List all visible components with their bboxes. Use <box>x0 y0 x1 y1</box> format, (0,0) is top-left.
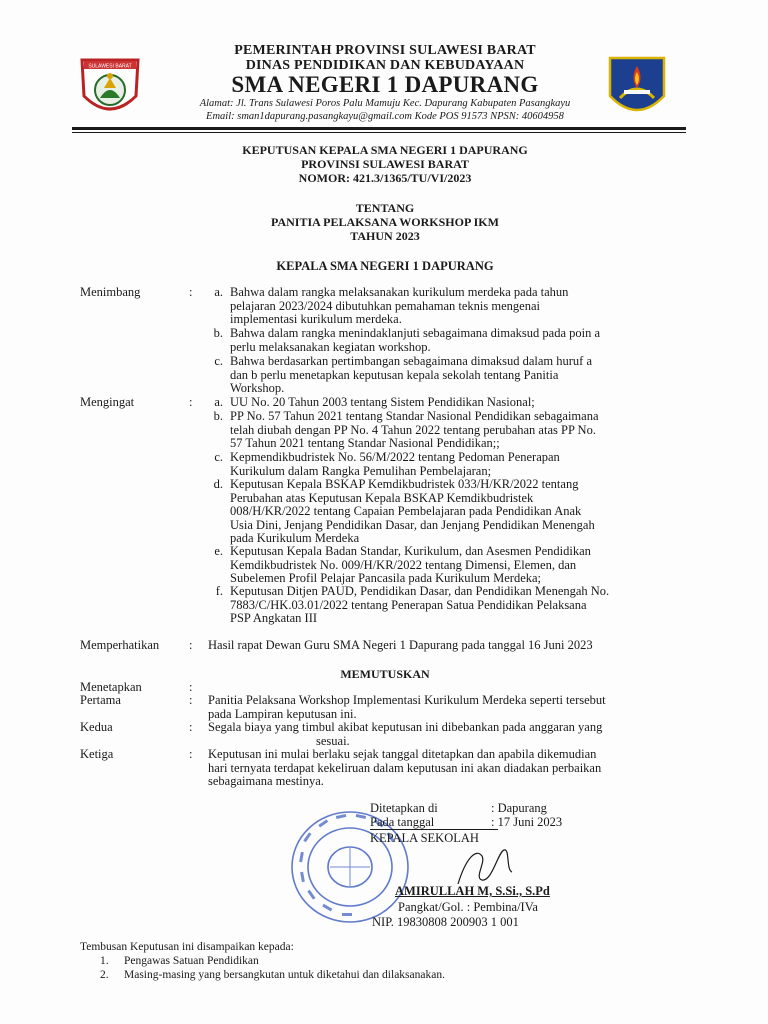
text-line: 7883/C/HK.03.01/2022 tentang Penerapan Satua Pendidikan Pelaksana <box>230 597 587 612</box>
text-line: sebagaimana mestinya. <box>208 774 324 789</box>
text-line: UU No. 20 Tahun 2003 tentang Sistem Pendidikan Nasional; <box>230 395 535 409</box>
text-line: PP No. 57 Tahun 2021 tentang Standar Nasional Pendidikan sebagaimana <box>230 409 599 423</box>
text-line: dan b perlu menetapkan keputusan kepala sekolah tentang Panitia <box>230 367 559 382</box>
menimbang-item-c <box>230 355 687 396</box>
mengingat-marker-a: a. <box>214 395 223 409</box>
text-line: telah diubah dengan PP No. 4 Tahun 2022 tentang perubahan atas PP No. <box>230 422 596 437</box>
signatory-rank: Pangkat/Gol. : Pembina/IVa <box>398 900 538 914</box>
cc-item-1: Pengawas Satuan Pendidikan <box>124 955 259 967</box>
decree-title: KEPUTUSAN KEPALA SMA NEGERI 1 DAPURANG <box>242 143 528 157</box>
decree-issuer: KEPALA SMA NEGERI 1 DAPURANG <box>276 259 494 273</box>
pertama-label: Pertama <box>80 693 121 707</box>
text-line: pelajaran 2023/2024 dibutuhkan pemahaman teknis mengenai <box>230 298 540 313</box>
ketiga-label: Ketiga <box>80 747 114 761</box>
place-value: : Dapurang <box>491 801 547 815</box>
signatory-name: AMIRULLAH M, S.Si., S.Pd <box>395 884 550 898</box>
pertama-text <box>208 694 688 721</box>
date-value: : 17 Juni 2023 <box>491 815 563 829</box>
text-line: Usia Dini, Jenjang Pendidikan Dasar, dan Jenjang Pendidikan Menengah <box>230 517 595 532</box>
text-line: pada Lampiran keputusan ini. <box>208 706 357 721</box>
date-label: Pada tanggal <box>370 815 435 829</box>
mengingat-label: Mengingat <box>80 395 135 409</box>
kedua-text <box>208 721 688 748</box>
text-line: Keputusan Kepala BSKAP Kemdikbudristek 033/H/KR/2022 tentang <box>230 477 579 491</box>
memperhatikan-label: Memperhatikan <box>80 638 160 652</box>
memperhatikan-colon: : <box>189 638 193 652</box>
mengingat-marker-d: d. <box>213 477 223 491</box>
ketiga-text <box>208 748 688 789</box>
mengingat-item-d <box>230 478 687 546</box>
letterhead-school-name: SMA NEGERI 1 DAPURANG <box>231 72 539 97</box>
position-title: KEPALA SEKOLAH <box>370 831 479 845</box>
mengingat-marker-c: c. <box>214 450 223 464</box>
memutuskan-heading: MEMUTUSKAN <box>340 667 430 681</box>
mengingat-item-c <box>230 451 687 478</box>
text-line: perlu melaksanakan kegiatan workshop. <box>230 339 431 354</box>
mengingat-item-b <box>230 410 687 451</box>
mengingat-marker-b: b. <box>213 409 223 423</box>
pertama-colon: : <box>189 693 193 707</box>
text-line: Bahwa dalam rangka melaksanakan kurikulum merdeka pada tahun <box>230 285 569 299</box>
text-line: Kemdikbudristek No. 009/H/KR/2022 tentang Dimensi, Elemen, dan <box>230 557 577 572</box>
kedua-colon: : <box>189 720 193 734</box>
provincial-emblem-icon <box>78 52 142 122</box>
menetapkan-label: Menetapkan <box>80 680 142 694</box>
letterhead-province: PEMERINTAH PROVINSI SULAWESI BARAT <box>234 43 536 58</box>
mengingat-marker-f: f. <box>215 584 223 598</box>
menimbang-label: Menimbang <box>80 285 141 299</box>
signatory-nip: NIP. 19830808 200903 1 001 <box>372 915 519 929</box>
text-line: Keputusan Ditjen PAUD, Pendidikan Dasar, dan Pendidikan Menengah No. <box>230 584 610 598</box>
decree-year: TAHUN 2023 <box>350 229 420 243</box>
text-line: hari ternyata terdapat kekeliruan dalam keputusan ini akan diadakan perbaikan <box>208 760 602 775</box>
place-label: Ditetapkan di <box>370 801 438 815</box>
text-line: Kepmendikbudristek No. 56/M/2022 tentang Pedoman Penerapan <box>230 450 560 464</box>
menetapkan-colon: : <box>189 680 193 694</box>
decree-about: TENTANG <box>355 201 415 215</box>
text-line: Panitia Pelaksana Workshop Implementasi Kurikulum Merdeka seperti tersebut <box>208 693 606 707</box>
mengingat-item-f <box>230 585 687 626</box>
text-line: Bahwa dalam rangka menindaklanjuti sebagaimana dimaksud pada poin a <box>230 326 601 340</box>
mengingat-colon: : <box>189 395 193 409</box>
text-line: Keputusan ini mulai berlaku sejak tanggal ditetapkan dan apabila dikemudian <box>208 747 597 761</box>
text-line: Segala biaya yang timbul akibat keputusan ini dibebankan pada anggaran yang <box>208 720 603 734</box>
text-line: PSP Angkatan III <box>230 611 318 626</box>
letterhead-rule-thin <box>72 132 686 133</box>
text-line: pada Kurikulum Merdeka <box>230 531 360 546</box>
letterhead-office: DINAS PENDIDIKAN DAN KEBUDAYAAN <box>245 58 525 73</box>
left-logo-text: SULAWESI BARAT <box>88 63 132 70</box>
menimbang-item-a <box>230 286 687 327</box>
cc-marker-2: 2. <box>100 969 109 981</box>
text-line: Workshop. <box>230 381 285 396</box>
text-line: Bahwa berdasarkan pertimbangan sebagaimana dimaksud dalam huruf a <box>230 354 593 368</box>
letterhead-email: Email: sman1dapurang.pasangkayu@gmail.com Kode POS 91573 NPSN: 40604958 <box>206 111 564 122</box>
signature-divider <box>370 829 498 830</box>
cc-heading: Tembusan Keputusan ini disampaikan kepada: <box>80 941 294 953</box>
ketiga-colon: : <box>189 747 193 761</box>
text-line: Kurikulum dalam Rangka Pemulihan Pembelajaran; <box>230 463 492 478</box>
text-line: Keputusan Kepala Badan Standar, Kurikulum, dan Asesmen Pendidikan <box>230 544 591 558</box>
letterhead-rule <box>72 127 686 130</box>
kedua-label: Kedua <box>80 720 113 734</box>
decree-subject: PANITIA PELAKSANA WORKSHOP IKM <box>271 215 499 229</box>
menimbang-marker-c: c. <box>214 354 223 368</box>
mengingat-marker-e: e. <box>214 544 223 558</box>
letterhead-address: Alamat: Jl. Trans Sulawesi Poros Palu Mamuju Kec. Dapurang Kabupaten Pasangkayu <box>199 98 571 109</box>
mengingat-item-a <box>230 396 687 410</box>
mengingat-item-e <box>230 545 687 586</box>
menimbang-colon: : <box>189 285 193 299</box>
text-line: Subelemen Profil Pelajar Pancasila pada Kurikulum Merdeka; <box>230 571 542 586</box>
menimbang-marker-b: b. <box>213 326 223 340</box>
text-line: 008/H/KR/2022 tentang Capaian Pembelajaran pada Pendidikan Anak <box>230 504 582 519</box>
decree-number: NOMOR: 421.3/1365/TU/VI/2023 <box>298 171 472 185</box>
text-line: Perubahan atas Keputusan Kepala BSKAP Kemdikbudristek <box>230 490 534 505</box>
cc-marker-1: 1. <box>100 955 109 967</box>
menimbang-item-b <box>230 327 687 354</box>
menimbang-marker-a: a. <box>214 285 223 299</box>
text-line: 57 Tahun 2021 tentang Standar Nasional Pendidikan;; <box>230 436 500 451</box>
memperhatikan-text: Hasil rapat Dewan Guru SMA Negeri 1 Dapurang pada tanggal 16 Juni 2023 <box>208 638 593 652</box>
cc-item-2: Masing-masing yang bersangkutan untuk diketahui dan dilaksanakan. <box>124 969 445 981</box>
text-line: sesuai. <box>316 733 350 748</box>
text-line: implementasi kurikulum merdeka. <box>230 312 402 327</box>
decree-province: PROVINSI SULAWESI BARAT <box>301 157 469 171</box>
